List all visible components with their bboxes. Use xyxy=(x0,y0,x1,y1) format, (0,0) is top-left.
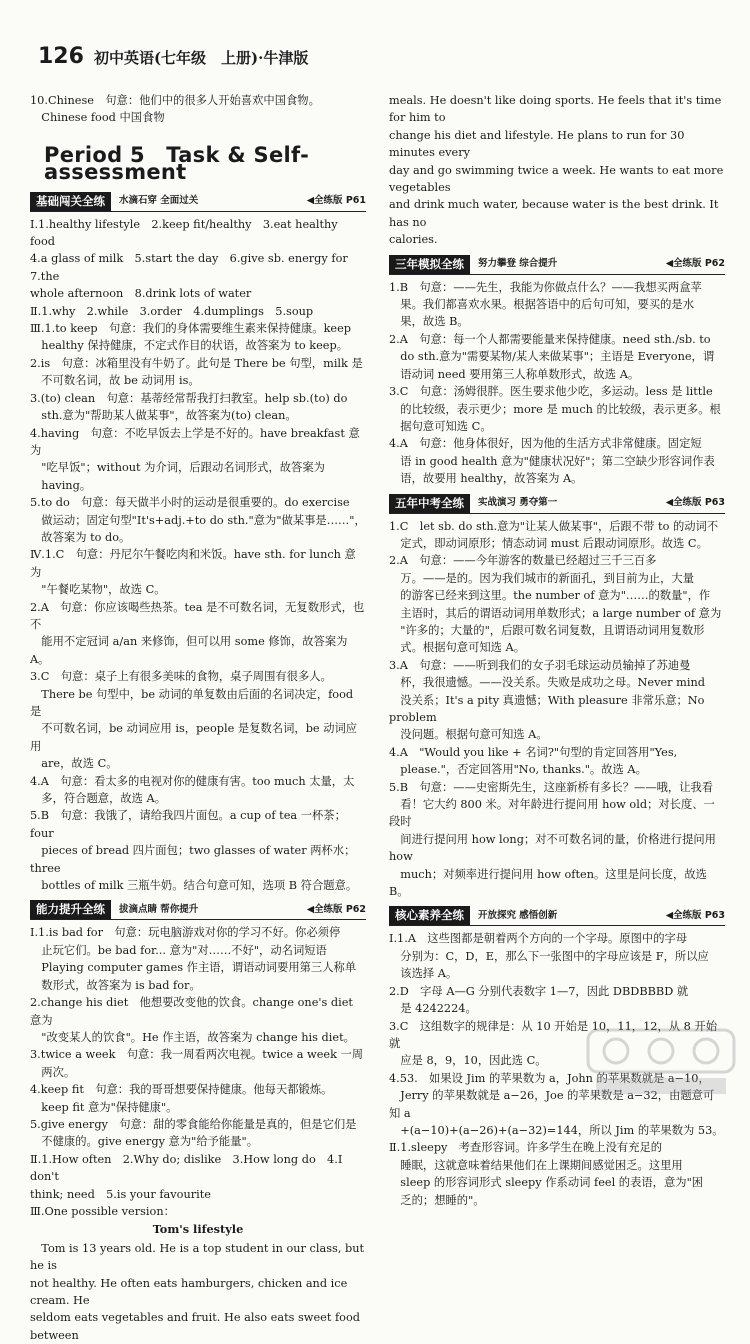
text-line: 多，符合题意，故选 A。 xyxy=(30,792,167,806)
essay-text-left xyxy=(30,1240,366,1344)
essay-text-right xyxy=(389,92,725,249)
text-line: 语 in good health 意为"健康状况好"；第二空缺少形容词作表 xyxy=(389,454,715,468)
text-line: not healthy. He often eats hamburgers, chicken and ice cream. He xyxy=(30,1276,351,1307)
text-line: calories. xyxy=(389,233,438,247)
text-line: 语，故要用 healthy，故答案为 A。 xyxy=(389,472,583,486)
section-subtitle: 实战演习 勇夺第一 xyxy=(478,497,558,509)
text-line: 主语时，其后的谓语动词用单数形式；a large number of 意为 xyxy=(389,606,722,620)
section-subtitle: 努力攀登 综合提升 xyxy=(478,258,558,270)
text-line: +(a−10)+(a−26)+(a−32)=144，所以 Jim 的苹果数为 53。 xyxy=(389,1123,724,1137)
text-line: 不健康的。give energy 意为"给予能量"。 xyxy=(30,1135,259,1149)
section-subtitle: 拔滴点睛 帮你提升 xyxy=(119,904,199,916)
text-line: 据句意可知选 C。 xyxy=(389,419,492,433)
text-line: 3.(to) clean 句意：基蒂经常帮我打扫教室。help sb.(to) do xyxy=(30,391,348,405)
book-title: 初中英语(七年级 上册)·牛津版 xyxy=(93,49,309,67)
section-bar-basic xyxy=(30,192,366,212)
text-line: 2.D 字母 A—G 分别代表数字 1—7，因此 DBDBBBD 就 xyxy=(389,984,689,998)
page-header xyxy=(38,44,308,69)
text-line: 乏的；想睡的"。 xyxy=(389,1193,485,1207)
text-line: 做运动；固定句型"It's+adj.+to do sth."意为"做某事是……"， xyxy=(30,513,366,527)
text-line: 3.twice a week 句意：我一周看两次电视。twice a week 一周 xyxy=(30,1048,364,1062)
section-tag: 基础闯关全练 xyxy=(30,192,111,211)
watermark-logo xyxy=(586,1026,736,1098)
text-line: sleep 的形容词形式 sleepy 作系动词 feel 的表语，意为"困 xyxy=(389,1176,704,1190)
text-line: 分别为：C，D，E，那么下一张图中的字母应该是 F，所以应 xyxy=(389,949,709,963)
five-year-answers xyxy=(389,518,725,901)
section-tag: 五年中考全练 xyxy=(389,494,470,513)
text-line: 10.Chinese 句意：他们中的很多人开始喜欢中国食物。 xyxy=(30,94,320,107)
text-line: 的比较级，表示更少；more 是 much 的比较级，表示更多。根 xyxy=(389,402,721,416)
text-line: Ⅱ.1.why 2.while 3.order 4.dumplings 5.soup xyxy=(30,304,314,318)
text-line: please."，否定回答用"No, thanks."。故选 A。 xyxy=(389,763,647,777)
answer-lines xyxy=(30,92,366,127)
text-line: 数形式，故答案为 is bad for。 xyxy=(30,978,201,992)
page-number: 126 xyxy=(38,44,84,69)
text-line: 睡眠，这就意味着结果他们在上课期间感觉困乏。这里用 xyxy=(389,1158,683,1172)
text-line: 3.C 句意：汤姆很胖。医生要求他少吃，多运动。less 是 little xyxy=(389,385,713,399)
text-line: 定式，即动词原形；情态动词 must 后跟动词原形。故选 C。 xyxy=(389,536,708,550)
text-line: 3.C 句意：桌子上有很多美味的食物，桌子周围有很多人。 xyxy=(30,670,332,684)
text-line: 间进行提问用 how long；对不可数名词的量，价格进行提问用 how xyxy=(389,832,720,864)
text-line: 不可数名词，故 be 动词用 is。 xyxy=(30,374,200,388)
text-line: 4.A 句意：他身体很好，因为他的生活方式非常健康。固定短 xyxy=(389,437,702,451)
text-line: Ⅲ.1.to keep 句意：我们的身体需要维生素来保持健康。keep xyxy=(30,322,352,336)
text-line: Ⅰ.1.is bad for 句意：玩电脑游戏对你的学习不好。你必须停 xyxy=(30,926,341,940)
section-bar-three-year xyxy=(389,255,725,275)
text-line: 果，故选 B。 xyxy=(389,315,469,329)
essay-title: Tom's lifestyle xyxy=(152,1222,244,1237)
left-column xyxy=(30,92,366,1344)
section-tag: 核心素养全练 xyxy=(389,906,470,925)
text-line: 4.53. 如果设 Jim 的苹果数为 a，John 的苹果数就是 a−10， xyxy=(389,1071,710,1085)
text-line: "吃早饭"；without 为介词，后跟动名词形式，故答案为 xyxy=(30,461,325,475)
text-line: meals. He doesn't like doing sports. He feels that it's time for him to xyxy=(389,94,725,125)
period-title: Period 5 Task & Self-assessment xyxy=(44,142,310,185)
text-line: 没问题。根据句意可知选 A。 xyxy=(389,728,548,742)
text-line: "午餐吃某物"，故选 C。 xyxy=(30,583,166,597)
text-line: 1.B 句意：——先生，我能为你做点什么？——我想买两盒苹 xyxy=(389,280,702,294)
text-line: 式。根据句意可知选 A。 xyxy=(389,641,526,655)
text-line: 是 4242224。 xyxy=(389,1002,477,1016)
text-line: Ⅰ.1.A 这些图都是朝着两个方向的一个字母。原图中的字母 xyxy=(389,932,688,946)
text-line: 2.A 句意：每一个人都需要能量来保持健康。need sth./sb. to xyxy=(389,332,711,346)
section-subtitle: 水滴石穿 全面过关 xyxy=(119,195,199,207)
text-line: 能用不定冠词 a/an 来修饰，但可以用 some 修饰，故答案为 A。 xyxy=(30,635,352,666)
text-line: much；对频率进行提问用 how often。这里是问长度，故选 B。 xyxy=(389,867,711,899)
text-line: seldom eats vegetables and fruit. He also eats sweet food between xyxy=(30,1311,364,1342)
text-line: 不可数名词，be 动词应用 is，people 是复数名词，be 动词应用 xyxy=(30,722,358,753)
text-line: pieces of bread 四片面包；two glasses of water 两杯水；three xyxy=(30,844,356,875)
text-line: 的游客已经来到这里。the number of 意为"……的数量"，作 xyxy=(389,589,711,603)
text-line: 3.A 句意：——听到我们的女子羽毛球运动员输掉了苏迪曼 xyxy=(389,658,691,672)
section-page-ref: ◀全练版 P61 xyxy=(306,195,366,207)
text-line: change his diet and lifestyle. He plans to run for 30 minutes every xyxy=(389,128,688,160)
text-line: 5.B 句意：我饿了，请给我四片面包。a cup of tea 一杯茶；four xyxy=(30,809,346,840)
text-line: 4.A "Would you like + 名词?"句型的肯定回答用"Yes, xyxy=(389,745,678,759)
text-line: 该选择 A。 xyxy=(389,967,458,981)
text-line: 1.C let sb. do sth.意为"让某人做某事"，后跟不带 to 的动词不 xyxy=(389,519,719,533)
text-line: 2.A 句意：你应该喝些热茶。tea 是不可数名词，无复数形式，也不 xyxy=(30,600,365,631)
text-line: 2.is 句意：冰箱里没有牛奶了。此句是 There be 句型，milk 是 xyxy=(30,356,363,370)
section-page-ref: ◀全练版 P62 xyxy=(665,258,725,270)
text-line: having。 xyxy=(30,478,92,492)
text-line: 两次。 xyxy=(30,1065,76,1079)
text-line: 5.give energy 句意：甜的零食能给你能量是真的，但是它们是 xyxy=(30,1117,357,1131)
text-line: Ⅲ.One possible version： xyxy=(30,1204,175,1218)
text-line: 语动词 need 要用第三人称单数形式，故选 A。 xyxy=(389,367,640,381)
text-line: 5.to do 句意：每天做半小时的运动是很重要的。do exercise xyxy=(30,496,350,510)
text-line: 4.having 句意：不吃早饭去上学是不好的。have breakfast 意为 xyxy=(30,426,360,457)
text-line: 4.a glass of milk 5.start the day 6.give sb. energy for 7.the xyxy=(30,252,360,283)
section-tag: 三年模拟全练 xyxy=(389,255,470,274)
text-line: 看！它大约 800 米。对年龄进行提问用 how old；对长度、一段时 xyxy=(389,798,715,829)
text-line: 5.B 句意：——史密斯先生，这座新桥有多长？——哦，让我看 xyxy=(389,780,714,794)
text-line: "许多的；大量的"，后跟可数名词复数，且谓语动词用复数形 xyxy=(389,623,705,637)
text-line: Ⅱ.1.How often 2.Why do; dislike 3.How long do 4.I don't xyxy=(30,1152,346,1184)
text-line: 止玩它们。be bad for... 意为"对……不好"，动名词短语 xyxy=(30,943,327,957)
text-line: "改变某人的饮食"。He 作主语，故答案为 change his diet。 xyxy=(30,1030,355,1044)
text-line: Ⅳ.1.C 句意：丹尼尔午餐吃肉和米饭。have sth. for lunch 意为 xyxy=(30,548,356,579)
three-year-answers xyxy=(389,279,725,488)
text-line: Chinese food 中国食物 xyxy=(30,111,165,125)
text-line: are，故选 C。 xyxy=(30,757,118,771)
text-line: sth.意为"帮助某人做某事"，故答案为(to) clean。 xyxy=(30,409,297,423)
text-line: 没关系；It's a pity 真遗憾；With pleasure 非常乐意；No problem xyxy=(389,693,709,724)
text-line: 果。我们都喜欢水果。根据答语中的后句可知，要买的是水 xyxy=(389,298,695,312)
section-subtitle: 开放探究 感悟创新 xyxy=(478,910,558,922)
section-bar-ability xyxy=(30,900,366,920)
text-line: do sth.意为"需要某物/某人来做某事"；主语是 Everyone，谓 xyxy=(389,350,715,364)
text-line: Ⅰ.1.healthy lifestyle 2.keep fit/healthy 3.eat healthy food xyxy=(30,217,342,249)
text-line: 2.A 句意：——今年游客的数量已经超过三千三百多 xyxy=(389,554,657,568)
text-line: 杯，我很遗憾。——没关系。失败是成功之母。Never mind xyxy=(389,676,705,690)
text-line: think; need 5.is your favourite xyxy=(30,1187,211,1201)
text-line: Playing computer games 作主语，谓语动词要用第三人称单 xyxy=(30,961,357,975)
section-bar-five-year xyxy=(389,494,725,514)
text-line: day and go swimming twice a week. He wants to eat more vegetables xyxy=(389,163,727,195)
text-line: 4.keep fit 句意：我的哥哥想要保持健康。他每天都锻炼。 xyxy=(30,1083,333,1097)
section-bar-core xyxy=(389,906,725,926)
text-line: healthy 保持健康，不定式作目的状语，故答案为 to keep。 xyxy=(30,339,349,353)
text-line: There be 句型中，be 动词的单复数由后面的名词决定，food 是 xyxy=(30,687,357,718)
text-line: Jerry 的苹果数就是 a−26，Joe 的苹果数是 a−32，由题意可知 a xyxy=(389,1089,715,1120)
text-line: Ⅱ.1.sleepy 考查形容词。许多学生在晚上没有充足的 xyxy=(389,1141,663,1155)
text-line: bottles of milk 三瓶牛奶。结合句意可知，选项 B 符合题意。 xyxy=(30,879,358,893)
text-line: keep fit 意为"保持健康"。 xyxy=(30,1100,178,1114)
text-line: 2.change his diet 他想要改变他的饮食。change one's diet 意为 xyxy=(30,996,357,1027)
text-line: 4.A 句意：看太多的电视对你的健康有害。too much 太量，太 xyxy=(30,774,355,788)
text-line: 应是 8，9，10，因此选 C。 xyxy=(389,1054,547,1068)
section-page-ref: ◀全练版 P63 xyxy=(665,910,725,922)
text-line: 故答案为 to do。 xyxy=(30,530,131,544)
text-line: and drink much water, because water is the best drink. It has no xyxy=(389,198,722,229)
section-tag: 能力提升全练 xyxy=(30,900,111,919)
text-line: whole afternoon 8.drink lots of water xyxy=(30,287,252,301)
text-line: 万。——是的。因为我们城市的新面孔，到目前为止，大量 xyxy=(389,571,695,585)
section-page-ref: ◀全练版 P63 xyxy=(665,497,725,509)
ability-answers xyxy=(30,924,366,1220)
text-line: 3.C 这组数字的规律是：从 10 开始是 10，11，12，从 8 开始就 xyxy=(389,1019,718,1050)
section-page-ref: ◀全练版 P62 xyxy=(306,904,366,916)
basic-answers xyxy=(30,216,366,895)
text-line: Tom is 13 years old. He is a top student in our class, but he is xyxy=(30,1241,368,1273)
